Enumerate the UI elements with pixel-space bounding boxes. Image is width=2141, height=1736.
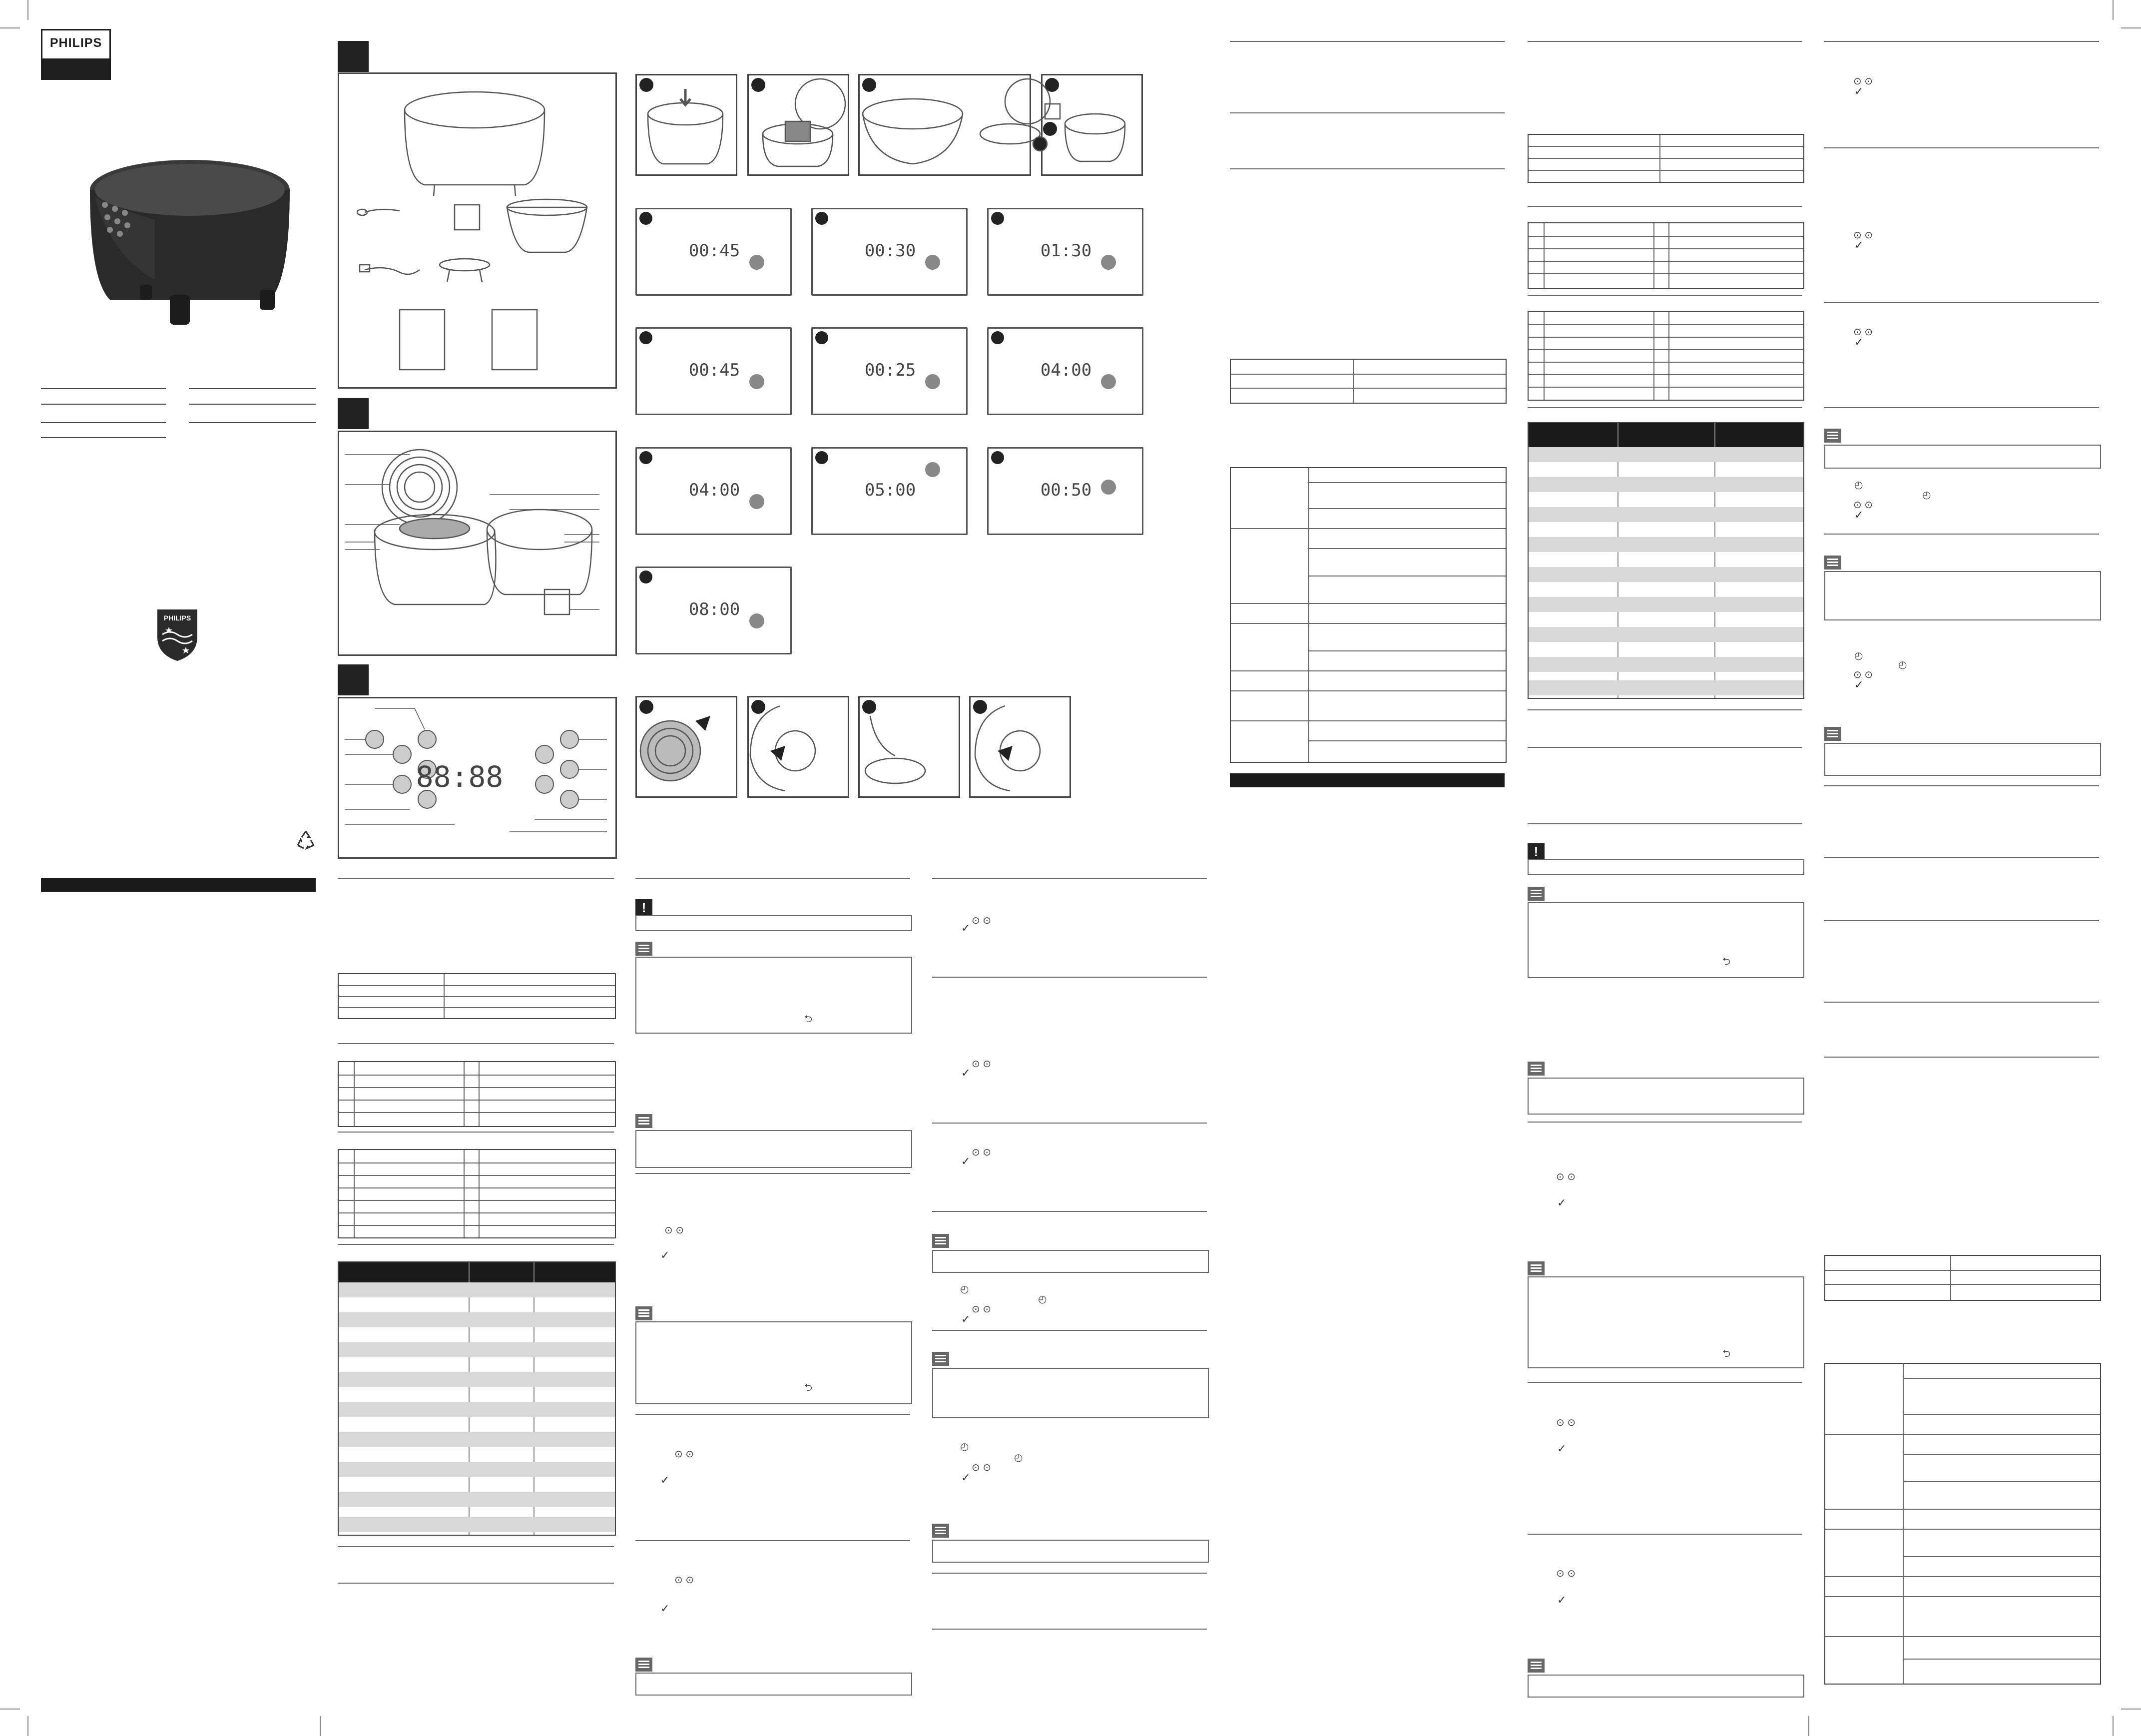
section-rule [932,878,1207,879]
section-rule [635,1540,910,1541]
check-icon: ✓ [961,1313,971,1325]
section-rule [1230,41,1505,42]
step-number-dot [991,451,1004,464]
warning-box [1528,859,1804,875]
display-time: 00:25 [864,360,916,380]
shield-wordmark: PHILIPS [163,614,191,622]
note-icon [635,942,652,956]
cleaning-step-drawings [635,696,1068,795]
spec-table [1230,359,1507,404]
return-icon: ⮌ [1722,956,1731,967]
note-box [1824,743,2101,776]
note-icon [635,1114,652,1128]
note-icon [1528,1659,1545,1673]
press-indicator [925,462,940,477]
timer-icon: ◴ [1854,480,1863,491]
check-icon: ✓ [660,1602,670,1615]
note-box [1528,1675,1804,1698]
section-rule [1824,407,2099,408]
section-rule [1824,1002,2099,1003]
step-number-dot [991,212,1004,225]
menu-table [1528,422,1804,699]
cover-rule [189,422,316,423]
crop-mark [2113,0,2114,20]
spec-table [1528,134,1804,183]
check-icon: ✓ [1854,85,1864,97]
press-indicator [925,374,940,389]
section-rule [635,878,910,879]
press-indicator [1101,255,1116,270]
note-icon [932,1234,949,1248]
section-rule [932,1629,1207,1630]
section-rule [635,1173,910,1174]
timer-icon: ◴ [960,1284,969,1295]
note-icon [1528,1062,1545,1076]
display-time: 00:30 [864,241,916,261]
dial-icon: ⊙ ⊙ [972,1147,992,1158]
check-icon: ✓ [660,1474,670,1486]
warning-icon: ! [1528,843,1545,860]
timer-icon: ◴ [1922,490,1931,501]
note-icon [932,1524,949,1538]
press-indicator [749,374,764,389]
check-icon: ✓ [1557,1196,1567,1209]
figure-label-b [338,398,369,429]
warning-icon: ! [635,899,652,916]
figure-a-illustration [345,80,604,380]
spec-table [1824,1255,2101,1301]
check-icon: ✓ [1854,678,1864,691]
section-black-bar [1230,773,1505,787]
crop-mark [2121,1709,2141,1710]
section-rule [1528,206,1802,207]
press-indicator [749,613,764,628]
note-box [932,1368,1209,1418]
section-rule [1230,168,1505,169]
dial-icon: ⊙ ⊙ [664,1225,684,1236]
section-rule [932,977,1207,978]
note-box [635,1321,912,1404]
check-icon: ✓ [1854,509,1864,521]
check-icon: ✓ [1557,1442,1567,1455]
cover-rule [189,388,316,389]
display-time: 05:00 [864,480,916,500]
section-rule [338,1546,614,1547]
dial-icon: ⊙ ⊙ [674,1575,694,1586]
crop-mark [1808,1716,1809,1736]
section-rule [932,1330,1207,1331]
step-number-dot [639,331,652,344]
recycle-icon [295,829,317,851]
section-rule [1824,147,2099,148]
section-rule [338,1244,614,1245]
figure-b-illustration [345,440,604,644]
section-rule [1528,1122,1802,1123]
step-number-dot [991,331,1004,344]
return-icon: ⮌ [804,1014,813,1025]
philips-logo [41,29,111,80]
section-rule [1824,534,2099,535]
crop-mark [2113,1716,2114,1736]
check-icon: ✓ [1557,1594,1567,1606]
note-box [1824,571,2101,620]
controls-table [1528,311,1804,401]
step-number-dot [815,212,828,225]
step-number-dot [639,571,652,583]
cover-black-bar [41,878,316,892]
section-rule [1528,1534,1802,1535]
timer-icon: ◴ [960,1441,969,1452]
note-box [932,1250,1209,1273]
cover-rule [41,388,166,389]
step-number-dot [639,212,652,225]
check-icon: ✓ [1854,336,1864,348]
note-box [635,1130,912,1168]
cover-rule [189,404,316,405]
note-box [1528,1276,1804,1368]
section-rule [1230,112,1505,113]
check-icon: ✓ [961,1155,971,1167]
press-indicator [749,494,764,509]
display-time: 00:45 [688,360,740,380]
section-rule [635,1414,910,1415]
note-icon [1824,556,1841,570]
note-box [1824,445,2101,469]
section-rule [1528,747,1802,748]
dial-icon: ⊙ ⊙ [1853,76,1873,87]
section-rule [1528,41,1802,42]
return-icon: ⮌ [1722,1348,1731,1359]
dial-icon: ⊙ ⊙ [972,1462,992,1473]
note-box [1528,902,1804,978]
section-rule [338,1132,614,1133]
cover-rule [41,422,166,423]
dial-icon: ⊙ ⊙ [972,1059,992,1070]
figure-label-c [338,664,369,695]
dial-icon: ⊙ ⊙ [1853,669,1873,680]
dial-icon: ⊙ ⊙ [1556,1568,1576,1579]
rice-cooker-image [80,150,300,340]
section-rule [1824,302,2099,303]
section-rule [1528,1382,1802,1383]
control-panel-display: 88:88 [416,760,504,794]
note-box [1528,1078,1804,1115]
crop-mark [27,1716,28,1736]
check-icon: ✓ [660,1249,670,1261]
check-icon: ✓ [961,1471,971,1484]
section-rule [1528,709,1802,710]
parts-table [1528,222,1804,289]
crop-mark [2121,27,2141,28]
display-time: 04:00 [688,480,740,500]
troubleshooting-table [1824,1363,2101,1685]
section-rule [932,1211,1207,1212]
philips-shield-logo [155,607,200,662]
check-icon: ✓ [961,922,971,934]
press-indicator [925,255,940,270]
dial-icon: ⊙ ⊙ [1556,1171,1576,1182]
dial-icon: ⊙ ⊙ [972,915,992,926]
note-box [932,1540,1209,1563]
parts-table [338,1061,616,1127]
warning-box [635,915,912,931]
section-rule [1824,1057,2099,1058]
timer-icon: ◴ [1038,1294,1047,1305]
note-box [635,1673,912,1696]
dial-icon: ⊙ ⊙ [972,1304,992,1315]
note-icon [932,1352,949,1366]
check-icon: ✓ [961,1067,971,1079]
section-rule [1528,295,1802,296]
section-rule [1528,407,1802,408]
spec-table [338,973,616,1019]
control-panel-diagram [345,704,607,849]
dial-icon: ⊙ ⊙ [1853,230,1873,241]
display-time: 01:30 [1040,241,1092,261]
timer-icon: ◴ [1854,650,1863,661]
troubleshooting-table [1230,467,1507,763]
note-box [635,957,912,1034]
crop-mark [0,1709,20,1710]
press-indicator [749,255,764,270]
logo-wordmark: PHILIPS [49,36,102,50]
section-rule [1824,41,2099,42]
dial-icon: ⊙ ⊙ [674,1449,694,1460]
display-time: 00:50 [1040,480,1092,500]
note-icon [1528,887,1545,901]
section-rule [1824,857,2099,858]
timer-icon: ◴ [1898,659,1907,670]
display-time: 04:00 [1040,360,1092,380]
figure-label-a [338,41,369,72]
note-icon [1824,429,1841,443]
step-number-dot [815,331,828,344]
menu-table [338,1261,616,1536]
dial-icon: ⊙ ⊙ [1853,500,1873,511]
check-icon: ✓ [1854,239,1864,251]
section-rule [338,1583,614,1584]
note-icon [1824,727,1841,741]
section-rule [932,1123,1207,1124]
note-icon [635,1658,652,1672]
display-time: 08:00 [688,599,740,619]
cover-rule [41,404,166,405]
controls-table [338,1149,616,1238]
return-icon: ⮌ [804,1382,813,1393]
section-rule [1824,785,2099,786]
crop-mark [27,0,28,20]
section-rule [1824,920,2099,921]
note-icon [635,1306,652,1320]
display-time: 00:45 [688,241,740,261]
section-rule [338,1043,614,1044]
step-number-dot [639,451,652,464]
section-rule [1528,823,1802,824]
press-indicator [1101,374,1116,389]
note-icon [1528,1261,1545,1275]
step-number-dot [815,451,828,464]
crop-mark [0,27,20,28]
cooker-step-drawings [635,74,1140,173]
cover-rule [41,437,166,438]
dial-icon: ⊙ ⊙ [1853,327,1873,338]
section-rule [338,878,614,879]
dial-icon: ⊙ ⊙ [1556,1417,1576,1428]
timer-icon: ◴ [1014,1452,1023,1463]
press-indicator [1101,480,1116,495]
crop-mark [320,1716,321,1736]
section-rule [932,1573,1207,1574]
